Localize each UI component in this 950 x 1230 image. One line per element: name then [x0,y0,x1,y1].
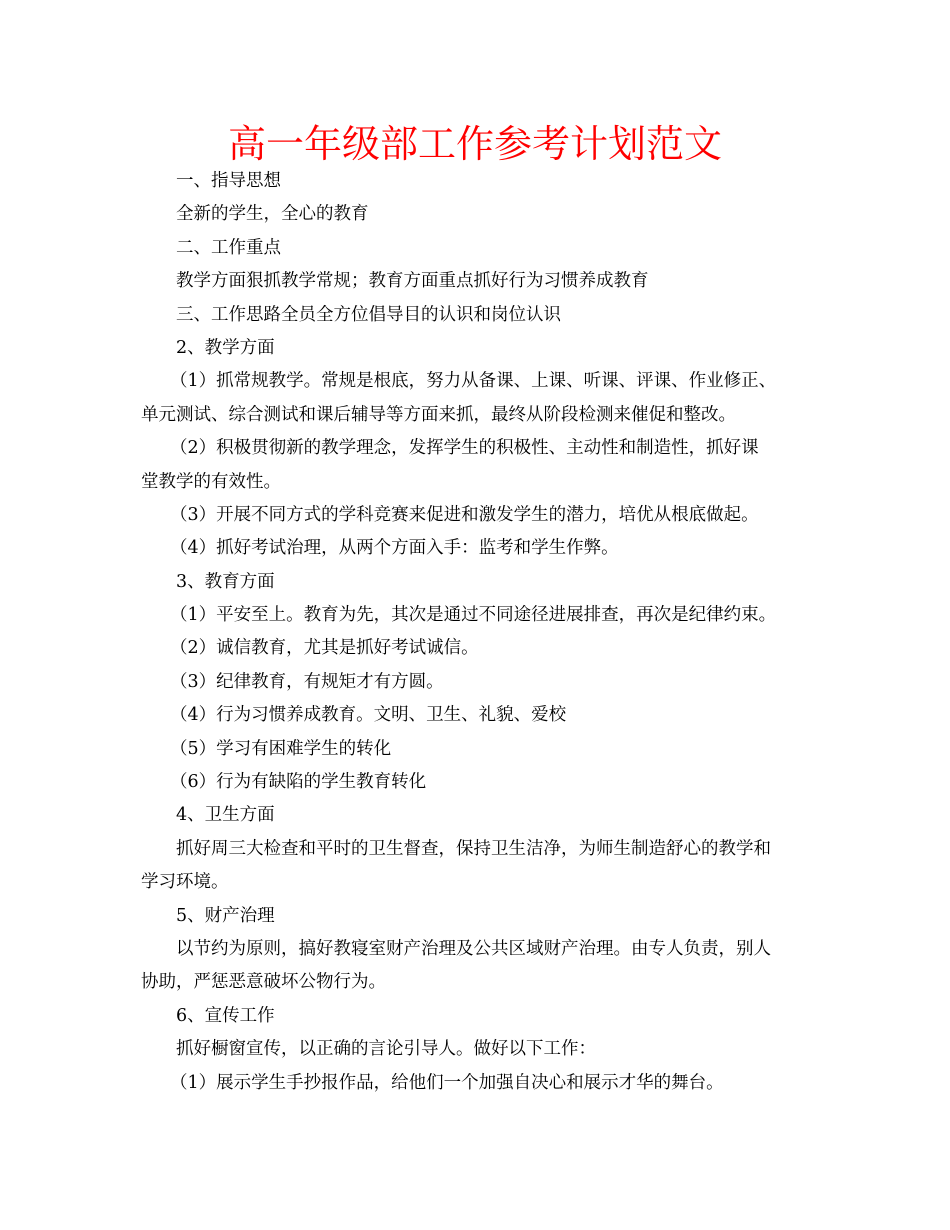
list-item: （5）学习有困难学生的转化 [170,738,392,759]
paragraph: 抓好周三大检查和平时的卫生督查，保持卫生洁净，为师生制造舒心的教学和 [176,838,771,859]
list-item: （2）诚信教育，尤其是抓好考试诚信。 [170,638,479,659]
list-item: （3）开展不同方式的学科竞赛来促进和激发学生的潜力，培优从根底做起。 [170,504,759,525]
paragraph-continuation: 学习环境。 [141,872,229,893]
paragraph: 抓好橱窗宣传，以正确的言论引导人。做好以下工作： [176,1039,596,1060]
list-item: （1）展示学生手抄报作品，给他们一个加强自决心和展示才华的舞台。 [170,1072,724,1093]
list-item: （1）平安至上。教育为先，其次是通过不同途径进展排查，再次是纪律约束。 [170,605,777,626]
paragraph: 全新的学生，全心的教育 [176,204,369,225]
list-item: （4）行为习惯养成教育。文明、卫生、礼貌、爱校 [170,705,567,726]
list-item: （4）抓好考试治理，从两个方面入手：监考和学生作弊。 [170,538,619,559]
paragraph: 以节约为原则，搞好教寝室财产治理及公共区域财产治理。由专人负责，别人 [176,938,771,959]
list-item-continuation: 单元测试、综合测试和课后辅导等方面来抓，最终从阶段检测来催促和整改。 [141,404,736,425]
section-heading: 三、工作思路全员全方位倡导目的认识和岗位认识 [176,304,561,325]
subsection-heading: 4、卫生方面 [176,805,275,826]
section-heading: 二、工作重点 [176,237,281,258]
list-item-continuation: 堂教学的有效性。 [141,471,281,492]
list-item: （1）抓常规教学。常规是根底，努力从备课、上课、听课、评课、作业修正、 [170,371,777,392]
paragraph: 教学方面狠抓教学常规；教育方面重点抓好行为习惯养成教育 [176,271,649,292]
subsection-heading: 6、宣传工作 [176,1005,275,1026]
paragraph-continuation: 协助，严惩恶意破坏公物行为。 [141,972,386,993]
subsection-heading: 2、教学方面 [176,337,275,358]
list-item: （6）行为有缺陷的学生教育转化 [170,772,427,793]
subsection-heading: 5、财产治理 [176,905,275,926]
subsection-heading: 3、教育方面 [176,571,275,592]
list-item: （3）纪律教育，有规矩才有方圆。 [170,671,444,692]
document-title: 高一年级部工作参考计划范文 [227,122,722,166]
document-body [141,165,813,1100]
section-heading: 一、指导思想 [176,171,281,191]
list-item: （2）积极贯彻新的教学理念，发挥学生的积极性、主动性和制造性，抓好课 [170,438,759,459]
